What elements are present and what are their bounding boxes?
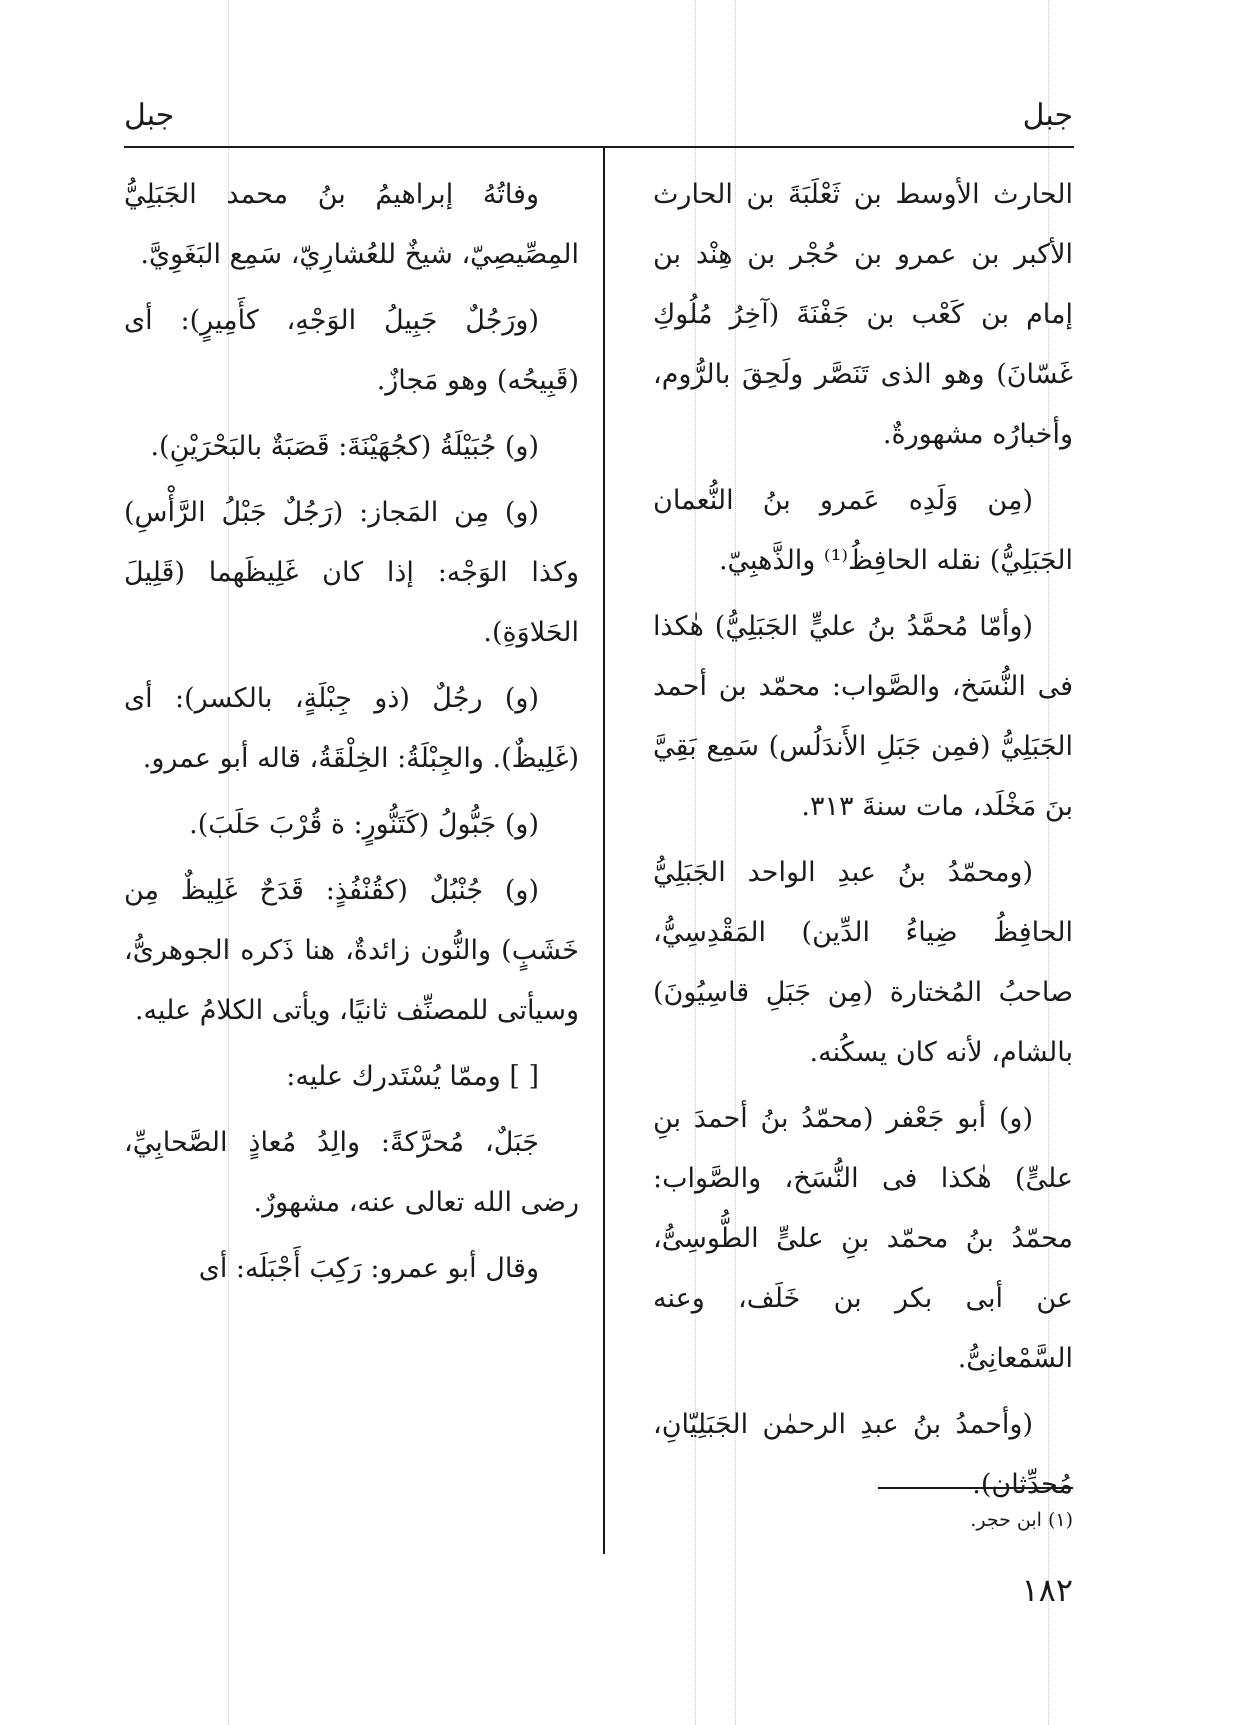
page-number: ١٨٢	[1021, 1571, 1073, 1609]
header-rule	[124, 146, 1074, 148]
supplement-heading: [ ] وممّا يُسْتَدرك عليه:	[286, 1061, 539, 1092]
entry-paragraph: (و) رجُلٌ (ذو جِبْلَةٍ، بالكسر): أى (غَلِيظٌ). والجِبْلَةُ: الخِلْقَةُ، قاله أبو عمرو.	[124, 683, 579, 774]
entry-paragraph: وقال أبو عمرو: رَكِبَ أَجْبَلَه: أى	[198, 1253, 539, 1284]
entry-paragraph: (و) أبو جَعْفر (محمّدُ بنُ أحمدَ بنِ علىٍّ) هٰكذا فى النُّسَخ، والصَّواب: محمّدُ بنُ محمّد بنِ علىٍّ الطُّوسِىُّ، عن أبى بكر بن خَلَف، وعنه السَّمْعانِىُّ.	[653, 1103, 1073, 1374]
column-divider	[603, 148, 605, 1554]
entry-paragraph: جَبَلٌ، مُحرَّكةً: والِدُ مُعاذٍ الصَّحابِيِّ، رضى الله تعالى عنه، مشهورٌ.	[124, 1127, 579, 1218]
entry-paragraph: (مِن وَلَدِه عَمرو بنُ النُّعمان الجَبَلِيُّ) نقله الحافِظُ⁽¹⁾ والذَّهبِيّ.	[653, 485, 1073, 576]
left-column	[124, 165, 579, 1305]
entry-paragraph: (وأمّا مُحمَّدُ بنُ عليٍّ الجَبَلِيُّ) هٰكذا فى النُّسَخ، والصَّواب: محمّد بن أحمد الجَبَلِيُّ (فمِن جَبَلِ الأَندَلُس) سَمِع بَقِيَّ بنَ مَخْلَد، مات سنةَ ٣١٣.	[653, 611, 1073, 822]
entry-paragraph: (ورَجُلٌ جَبِيلُ الوَجْهِ، كأَمِيرٍ): أى (قَبِيحُه) وهو مَجازٌ.	[124, 305, 579, 396]
entry-paragraph: (و) جُنْبُلٌ (كقُنْفُذٍ: قَدَحٌ غَلِيظٌ مِن خَشَبٍ) والنُّون زائدةٌ، هنا ذَكره الجوهرىُّ، وسيأتى للمصنِّف ثانيًا، ويأتى الكلامُ عليه.	[124, 875, 579, 1026]
entry-paragraph: وفاتُهُ إبراهيمُ بنُ محمد الجَبَلِيُّ المِصِّيصِيّ، شيخٌ للعُشارِيّ، سَمِع البَغَوِيَّ.	[124, 179, 579, 270]
entry-paragraph: (و) جَبُّولُ (كَتَنُّورٍ: ة قُرْبَ حَلَبَ).	[189, 809, 539, 840]
entry-paragraph: (و) مِن المَجاز: (رَجُلٌ جَبْلُ الرَّأْسِ) وكذا الوَجْه: إذا كان غَلِيظَهما (قَلِيلَ الحَلاوَةِ).	[124, 497, 579, 648]
running-header-left: جبل	[124, 98, 175, 133]
running-header-right: جبل	[1022, 98, 1073, 133]
right-column	[653, 165, 1073, 1521]
entry-paragraph: (وأحمدُ بنُ عبدِ الرحمٰن الجَبَلِيّانِ، مُحدِّثان).	[653, 1409, 1073, 1500]
footnote: (١) ابن حجر.	[970, 1509, 1073, 1531]
entry-paragraph: (و) جُبَيْلَةُ (كجُهَيْنَةَ: قَصَبَةٌ بالبَحْرَيْنِ).	[150, 431, 539, 462]
footnote-rule	[878, 1487, 1073, 1489]
entry-paragraph: (ومحمّدُ بنُ عبدِ الواحد الجَبَلِيُّ الحافِظُ ضِياءُ الدِّين) المَقْدِسِيُّ، صاحبُ المُختارة (مِن جَبَلِ قاسِيُونَ) بالشام، لأنه كان يسكُنه.	[653, 857, 1073, 1068]
entry-paragraph: الحارث الأوسط بن ثَعْلَبَةَ بن الحارث الأكبر بن عمرو بن حُجْر بن هِنْد بن إمام بن كَعْب بن جَفْنَةَ (آخِرُ مُلُوكِ غَسّانَ) وهو الذى تَنَصَّر ولَحِقَ بالرُّوم، وأخبارُه مشهورةٌ.	[653, 179, 1073, 450]
